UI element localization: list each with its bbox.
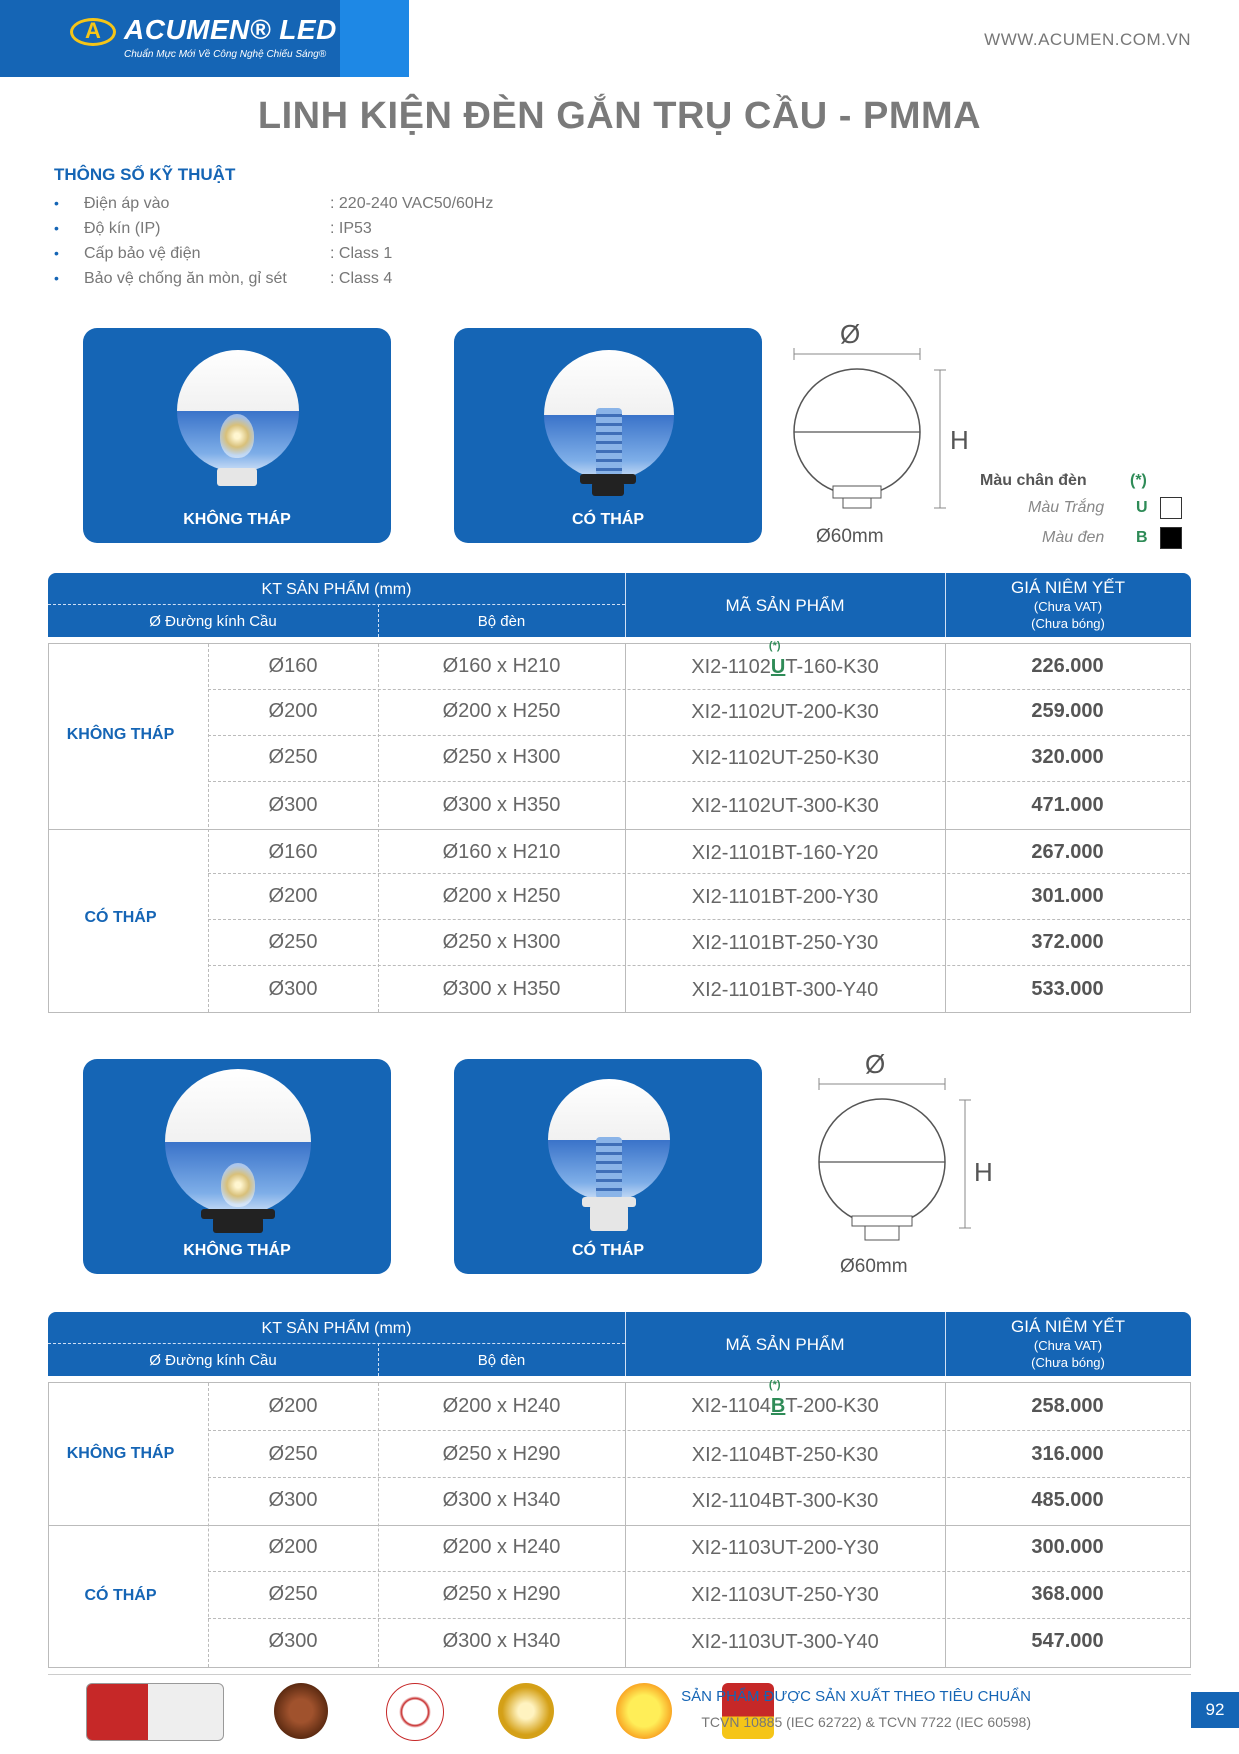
group-label: CÓ THÁP — [84, 909, 157, 926]
brand-name: ACUMEN® LED — [124, 14, 337, 45]
legend-white-code: U — [1136, 499, 1148, 516]
color-code-mark: (*) B — [771, 1395, 785, 1417]
height-label: H — [974, 1157, 993, 1187]
base-diameter-label: Ø60mm — [840, 1256, 908, 1277]
card-caption: KHÔNG THÁP — [183, 1242, 291, 1259]
black-swatch — [1160, 527, 1182, 549]
acumen-logo-icon: A — [70, 18, 116, 46]
iso-certification-badge-icon — [86, 1683, 224, 1741]
card-caption: CÓ THÁP — [572, 511, 644, 528]
table2-header: KT SẢN PHẨM (mm) Ø Đường kính Cầu Bộ đèn MÃ SẢN PHẨM GIÁ NIÊM YẾT (Chưa VAT) (Chưa bóng) — [48, 1312, 1191, 1376]
standard-codes: TCVN 10885 (IEC 62722) & TCVN 7722 (IEC 60598) — [701, 1714, 1031, 1730]
brand-tagline: Chuẩn Mực Mới Về Công Nghệ Chiếu Sáng® — [124, 49, 327, 60]
group-label: KHÔNG THÁP — [66, 1445, 175, 1462]
table1-body: KHÔNG THÁP CÓ THÁP Ø160 Ø160 x H210 XI2-1102(*) UT-160-K30 226.000 Ø200 Ø200 x H250 XI2-1102UT-200-K30 259.000 Ø250 Ø250 x H300 XI2-1102UT-250-K30 320.000 Ø300 Ø300 x H350 XI2-1102UT-300-K30 471.000 Ø160 Ø160 x H210 XI2-1101BT-160-Y20 267.000 Ø200 Ø200 x H250 XI2-1101BT-200-Y30 301.000 Ø250 Ø250 x H300 XI2-1101BT-250-Y30 372.000 Ø300 Ø300 x H350 XI2-1101BT-300-Y40 533.000 — [48, 643, 1191, 1013]
dimension-diagram — [780, 340, 960, 520]
card-caption: CÓ THÁP — [572, 1242, 644, 1259]
bulb-icon — [221, 1163, 255, 1207]
lamp-base-icon — [217, 468, 257, 486]
base-diameter-label: Ø60mm — [816, 526, 884, 547]
color-code-mark: (*) U — [771, 656, 785, 678]
website-link[interactable]: WWW.ACUMEN.COM.VN — [984, 30, 1191, 49]
diameter-label: Ø — [865, 1049, 886, 1079]
specs-title: THÔNG SỐ KỸ THUẬT — [54, 165, 236, 184]
product-card-tower[interactable] — [454, 1059, 762, 1274]
product-card-no-tower[interactable] — [83, 1059, 391, 1274]
bulb-icon — [220, 414, 254, 458]
card-caption: KHÔNG THÁP — [183, 511, 291, 528]
table2-body: KHÔNG THÁP CÓ THÁP Ø200 Ø200 x H240 XI2-1104(*) BT-200-K30 258.000 Ø250 Ø250 x H290 XI2-1104BT-250-K30 316.000 Ø300 Ø300 x H340 XI2-1104BT-300-K30 485.000 Ø200 Ø200 x H240 XI2-1103UT-200-Y30 300.000 Ø250 Ø250 x H290 XI2-1103UT-250-Y30 368.000 Ø300 Ø300 x H340 XI2-1103UT-300-Y40 547.000 — [48, 1382, 1191, 1668]
group-label: CÓ THÁP — [84, 1587, 157, 1604]
legend-mark: (*) — [1130, 472, 1147, 489]
white-swatch — [1160, 497, 1182, 519]
diameter-label: Ø — [840, 319, 861, 349]
gold-medal-badge-icon — [498, 1683, 554, 1739]
tower-icon — [596, 408, 622, 476]
table1-header: KT SẢN PHẨM (mm) Ø Đường kính Cầu Bộ đèn MÃ SẢN PHẨM GIÁ NIÊM YẾT (Chưa VAT) (Chưa bóng) — [48, 573, 1191, 637]
group-label: KHÔNG THÁP — [66, 726, 175, 743]
product-card-tower[interactable] — [454, 328, 762, 543]
height-label: H — [950, 425, 969, 455]
legend-black-code: B — [1136, 529, 1148, 546]
gold-award-badge-icon — [274, 1683, 328, 1739]
product-card-no-tower[interactable] — [83, 328, 391, 543]
tower-icon — [596, 1137, 622, 1199]
consumer-award-badge-icon — [616, 1683, 672, 1739]
legend-black-label: Màu đen — [1042, 529, 1105, 546]
page-title: LINH KIỆN ĐÈN GẮN TRỤ CẦU - PMMA — [257, 95, 982, 137]
legend-title: Màu chân đèn — [980, 472, 1087, 489]
star-award-badge-icon — [386, 1683, 444, 1741]
standard-title: SẢN PHẨM ĐƯỢC SẢN XUẤT THEO TIÊU CHUẨN — [681, 1688, 1031, 1705]
legend-white-label: Màu Trắng — [1028, 499, 1105, 516]
dimension-diagram — [805, 1070, 985, 1250]
page-number: 92 — [1191, 1692, 1239, 1728]
